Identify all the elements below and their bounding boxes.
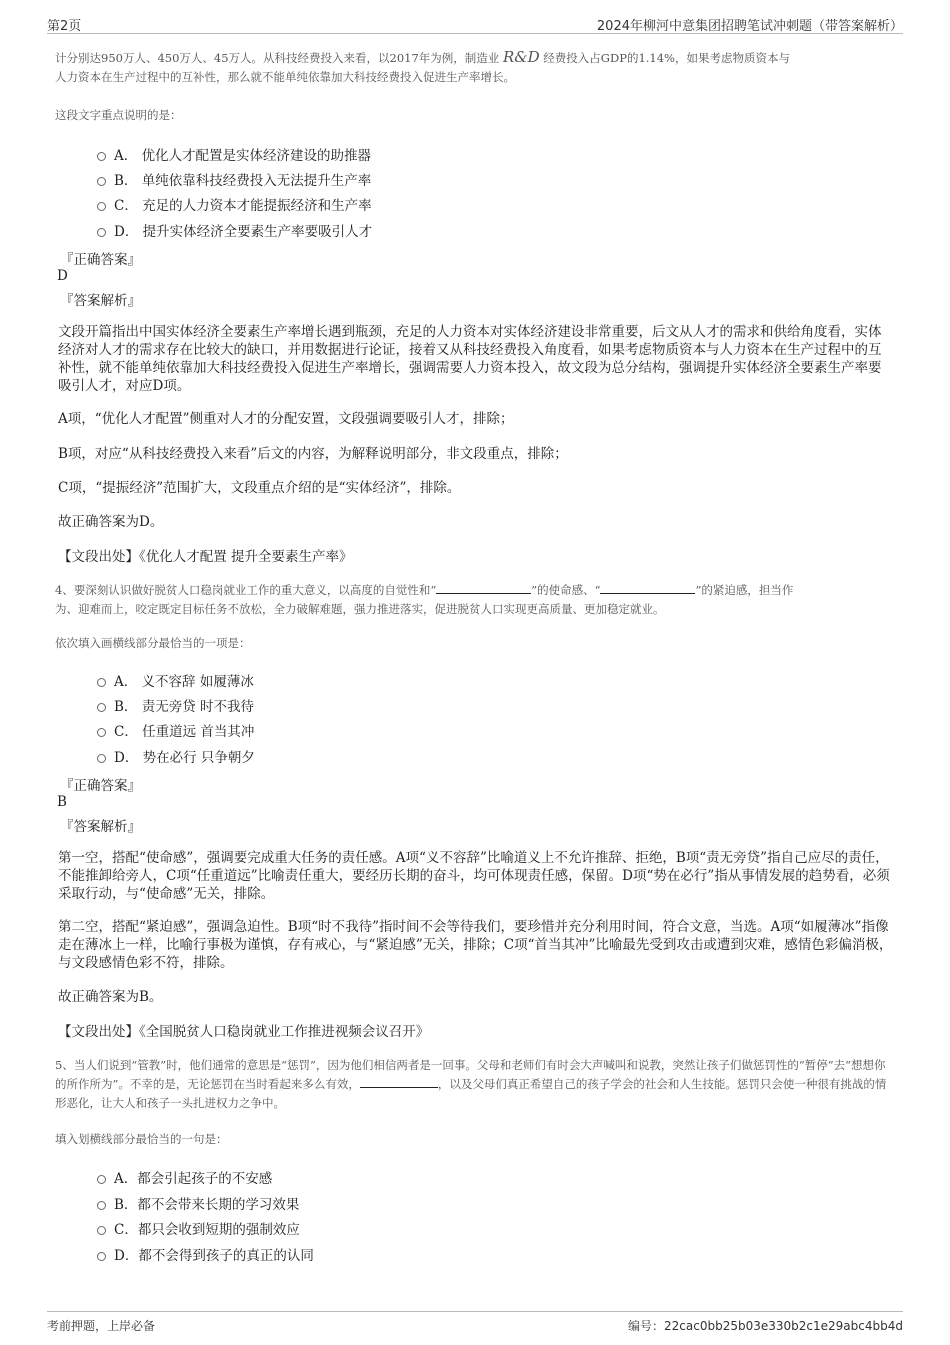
q3-intro-b: 经费投入占GDP的1.14%，如果考虑物质资本与 — [543, 51, 790, 65]
q4-option-b[interactable]: B． 责无旁贷 时不我待 — [97, 695, 254, 715]
q5-option-b[interactable]: B．都不会带来长期的学习效果 — [97, 1193, 299, 1213]
q4-answer: B — [57, 794, 67, 810]
q4-stem: 4、要深刻认识做好脱贫人口稳岗就业工作的重大意义，以高度的自觉性和“ ”的使命感、“ ”的紧迫感，担当作 为、迎难而上，咬定既定目标任务不放松，全力破解难题，强力推进落实，促进脱贫人口实现更高质量、更加稳定就业。 — [55, 583, 794, 616]
radio-icon[interactable] — [97, 152, 106, 161]
q3-analysis-p4: C项，“提振经济”范围扩大，文段重点介绍的是“实体经济”，排除。 — [58, 480, 461, 496]
q3-option-d[interactable]: D． 提升实体经济全要素生产率要吸引人才 — [97, 220, 372, 240]
q4-prompt: 依次填入画横线部分最恰当的一项是： — [55, 636, 251, 650]
blank-3 — [360, 1075, 438, 1088]
radio-icon[interactable] — [97, 754, 106, 763]
q5-option-a[interactable]: A．都会引起孩子的不安感 — [97, 1167, 272, 1187]
q5-stem: 5、当人们说到“管教”时，他们通常的意思是“惩罚”，因为他们相信两者是一回事。父母和老师们有时会大声喊叫和说教，突然让孩子们做惩罚性的“暂停”去“想想你的所作所为”。不幸的是，无论惩罚在当时看起来多么有效， ，以及父母们真正希望自己的孩子学会的社会和人生技能。惩罚只会使一种很有挑战的情形恶化，让大人和孩子一头扎进权力之争中。 — [55, 1058, 887, 1110]
radio-icon[interactable] — [97, 1201, 106, 1210]
radio-icon[interactable] — [97, 728, 106, 737]
page-number: 第2页 — [47, 19, 82, 34]
q4-option-a[interactable]: A． 义不容辞 如履薄冰 — [97, 670, 254, 690]
radio-icon[interactable] — [97, 1226, 106, 1235]
radio-icon[interactable] — [97, 228, 106, 237]
q4-answer-label: 『正确答案』 — [60, 778, 141, 794]
q3-analysis-p1: 文段开篇指出中国实体经济全要素生产率增长遇到瓶颈，充足的人力资本对实体经济建设非常重要，后文从人才的需求和供给角度看，实体经济对人才的需求存在比较大的缺口，并用数据进行论证，接着又从科技经费投入角度看，如果考虑物质资本与人力资本在生产过程中的互补性，就不能单纯依靠加大科技经费投入促进生产率增长，强调需要人力资本投入，故文段为总分结构，强调提升实体经济全要素生产率要吸引人才，对应D项。 — [58, 324, 882, 394]
document-title: 2024年柳河中意集团招聘笔试冲刺题（带答案解析） — [596, 19, 903, 34]
q3-source: 【文段出处】《优化人才配置 提升全要素生产率》 — [58, 549, 353, 565]
radio-icon[interactable] — [97, 703, 106, 712]
radio-icon[interactable] — [97, 177, 106, 186]
q3-intro — [55, 48, 895, 87]
radio-icon[interactable] — [97, 1252, 106, 1261]
document-id: 编号：22cac0bb25b03e330b2c1e29abc4bb4d — [628, 1319, 903, 1333]
radio-icon[interactable] — [97, 1175, 106, 1184]
q3-option-c[interactable]: C． 充足的人力资本才能提振经济和生产率 — [97, 194, 372, 214]
q3-analysis-p5: 故正确答案为D。 — [58, 514, 164, 530]
rd-formula: R&D — [502, 48, 540, 66]
q3-option-a[interactable]: A． 优化人才配置是实体经济建设的助推器 — [97, 144, 371, 164]
footer-slogan: 考前押题，上岸必备 — [47, 1319, 156, 1333]
q3-answer: D — [57, 268, 68, 284]
q4-source: 【文段出处】《全国脱贫人口稳岗就业工作推进视频会议召开》 — [58, 1024, 430, 1040]
blank-2 — [600, 581, 695, 594]
q3-option-b[interactable]: B． 单纯依靠科技经费投入无法提升生产率 — [97, 169, 371, 189]
q4-analysis-p2: 第二空，搭配“紧迫感”，强调急迫性。B项“时不我待”指时间不会等待我们，要珍惜并充分利用时间，符合文意，当选。A项“如履薄冰”指像走在薄冰上一样，比喻行事极为谨慎，存有戒心，与“紧迫感”无关，排除；C项“首当其冲”比喻最先受到攻击或遭到灾难，感情色彩偏消极，与文段感情色彩不符，排除。 — [58, 919, 893, 971]
q5-option-c[interactable]: C．都只会收到短期的强制效应 — [97, 1218, 300, 1238]
page-header — [47, 13, 903, 34]
blank-1 — [436, 581, 531, 594]
q3-analysis-p2: A项，“优化人才配置”侧重对人才的分配安置，文段强调要吸引人才，排除； — [58, 411, 514, 427]
radio-icon[interactable] — [97, 678, 106, 687]
radio-icon[interactable] — [97, 202, 106, 211]
q3-prompt: 这段文字重点说明的是： — [55, 108, 182, 122]
q3-answer-label: 『正确答案』 — [60, 252, 141, 268]
q4-option-d[interactable]: D． 势在必行 只争朝夕 — [97, 746, 255, 766]
page-footer — [47, 1311, 903, 1332]
q4-analysis-p3: 故正确答案为B。 — [58, 989, 163, 1005]
q3-analysis-label: 『答案解析』 — [60, 293, 141, 309]
q3-analysis-p3: B项，对应“从科技经费投入来看”后文的内容，为解释说明部分，非文段重点，排除； — [58, 446, 568, 462]
q4-option-c[interactable]: C． 任重道远 首当其冲 — [97, 720, 254, 740]
q4-analysis-label: 『答案解析』 — [60, 819, 141, 835]
q5-option-d[interactable]: D．都不会得到孩子的真正的认同 — [97, 1244, 314, 1264]
q4-analysis-p1: 第一空，搭配“使命感”，强调要完成重大任务的责任感。A项“义不容辞”比喻道义上不允许推辞、拒绝，B项“责无旁贷”指自己应尽的责任，不能推卸给旁人，C项“任重道远”比喻责任重大，要经历长期的奋斗，均可体现责任感，保留。D项“势在必行”指从事情发展的趋势看，必须采取行动，与“使命感”无关，排除。 — [58, 850, 890, 902]
q5-prompt: 填入划横线部分最恰当的一句是： — [55, 1132, 228, 1146]
q3-intro-a: 计分别达950万人、450万人、45万人。从科技经费投入来看，以2017年为例，制造业 — [55, 51, 500, 65]
q3-intro-c: 人力资本在生产过程中的互补性，那么就不能单纯依靠加大科技经费投入促进生产率增长。 — [55, 70, 515, 84]
